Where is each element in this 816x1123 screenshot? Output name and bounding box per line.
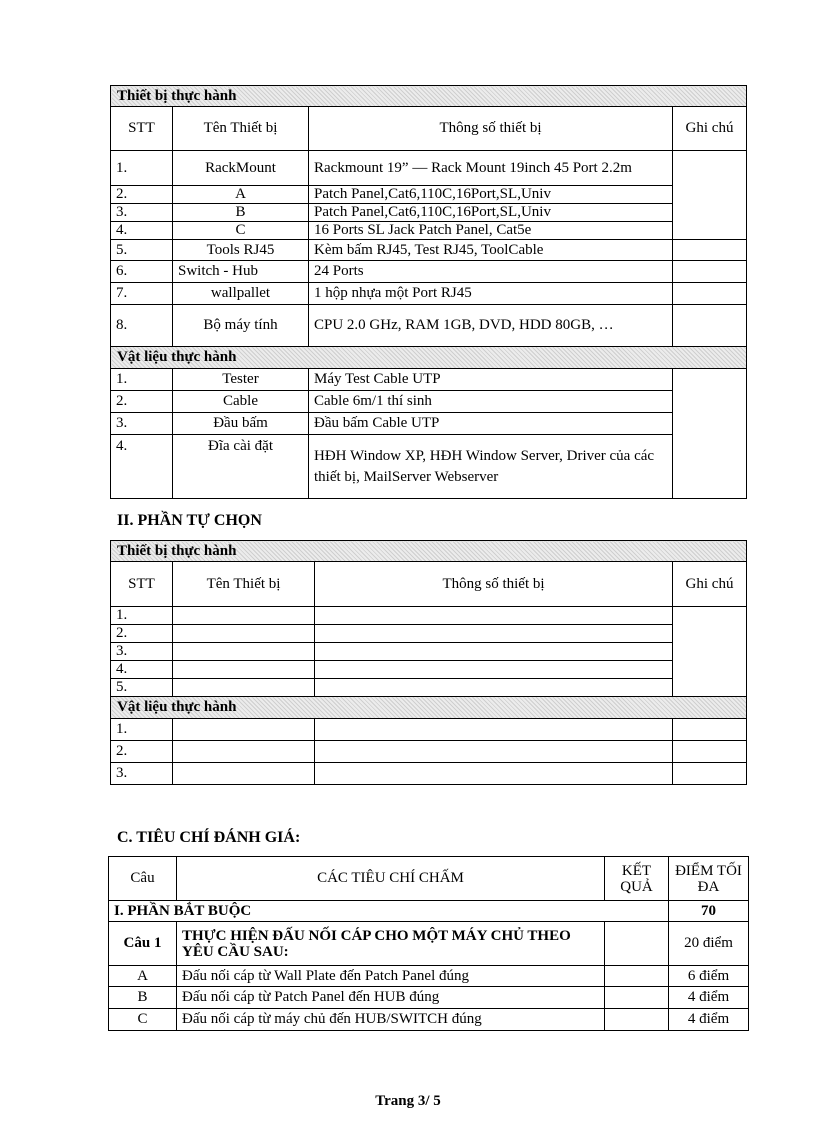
row-stt: 5. (111, 679, 173, 697)
col-spec-header: Thông số thiết bị (315, 562, 673, 607)
table-row (111, 661, 747, 679)
item-points: 4 điểm (669, 987, 749, 1009)
row-name: Bộ máy tính (173, 305, 309, 347)
row-spec: Rackmount 19” — Rack Mount 19inch 45 Port 2.2m (309, 151, 673, 186)
col-result-header: KẾT QUẢ (605, 857, 669, 901)
row-name: RackMount (173, 151, 309, 186)
row-name: Switch - Hub (173, 261, 309, 283)
row-note (673, 369, 747, 499)
col-cau-header: Câu (109, 857, 177, 901)
row-stt: 8. (111, 305, 173, 347)
table-row (111, 413, 747, 435)
row-stt: 3. (111, 204, 173, 222)
row-stt: 1. (111, 151, 173, 186)
part-points: 70 (669, 901, 749, 922)
equipment-section-header: Thiết bị thực hành (111, 86, 747, 107)
row-spec: 1 hộp nhựa một Port RJ45 (309, 283, 673, 305)
equipment-section-header: Thiết bị thực hành (111, 541, 747, 562)
row-spec: Đầu bấm Cable UTP (309, 413, 673, 435)
row-spec: Patch Panel,Cat6,110C,16Port,SL,Univ (309, 186, 673, 204)
row-name: A (173, 186, 309, 204)
table-row (111, 391, 747, 413)
row-note (673, 240, 747, 261)
question-result (605, 922, 669, 966)
row-note (673, 261, 747, 283)
part-label: I. PHẦN BẮT BUỘC (109, 901, 669, 922)
row-name: Cable (173, 391, 309, 413)
row-stt: 1. (111, 719, 173, 741)
col-max-header: ĐIỂM TỐI ĐA (669, 857, 749, 901)
table-row (111, 204, 747, 222)
row-name: Đĩa cài đặt (173, 435, 309, 499)
row-note (673, 283, 747, 305)
materials-section-header: Vật liệu thực hành (111, 347, 747, 369)
section-title-criteria: C. TIÊU CHÍ ĐÁNH GIÁ: (117, 829, 301, 846)
col-spec-header: Thông số thiết bị (309, 107, 673, 151)
item-text: Đấu nối cáp từ Patch Panel đến HUB đúng (177, 987, 605, 1009)
table-row (111, 261, 747, 283)
question-label: Câu 1 (109, 922, 177, 966)
col-stt-header: STT (111, 107, 173, 151)
table-row (111, 435, 747, 499)
row-stt: 4. (111, 661, 173, 679)
table-row (111, 679, 747, 697)
materials-section-header: Vật liệu thực hành (111, 697, 747, 719)
row-stt: 5. (111, 240, 173, 261)
table-row (111, 222, 747, 240)
item-id: B (109, 987, 177, 1009)
page-number: Trang 3/ 5 (375, 1093, 441, 1109)
row-note (673, 607, 747, 697)
table-row (111, 369, 747, 391)
table-row (111, 283, 747, 305)
col-name-header: Tên Thiết bị (173, 562, 315, 607)
row-stt: 4. (111, 222, 173, 240)
row-stt: 2. (111, 625, 173, 643)
row-spec: Patch Panel,Cat6,110C,16Port,SL,Univ (309, 204, 673, 222)
question-points: 20 điểm (669, 922, 749, 966)
row-stt: 1. (111, 369, 173, 391)
row-stt: 2. (111, 186, 173, 204)
row-name: Đầu bấm (173, 413, 309, 435)
row-stt: 3. (111, 763, 173, 785)
row-spec: CPU 2.0 GHz, RAM 1GB, DVD, HDD 80GB, … (309, 305, 673, 347)
item-id: A (109, 966, 177, 987)
table-row (111, 240, 747, 261)
item-text: Đấu nối cáp từ Wall Plate đến Patch Panel đúng (177, 966, 605, 987)
row-stt: 6. (111, 261, 173, 283)
row-spec: HĐH Window XP, HĐH Window Server, Driver của các thiết bị, MailServer Webserver (309, 435, 673, 499)
col-name-header: Tên Thiết bị (173, 107, 309, 151)
item-id: C (109, 1009, 177, 1031)
table-row (109, 966, 749, 987)
table-row (109, 987, 749, 1009)
equipment-table-required (110, 85, 747, 499)
row-name: Tester (173, 369, 309, 391)
table-row (111, 763, 747, 785)
row-stt: 3. (111, 413, 173, 435)
row-spec: 16 Ports SL Jack Patch Panel, Cat5e (309, 222, 673, 240)
col-note-header: Ghi chú (673, 107, 747, 151)
section-title-optional: II. PHẦN TỰ CHỌN (117, 512, 262, 529)
row-name: C (173, 222, 309, 240)
item-points: 4 điểm (669, 1009, 749, 1031)
equipment-table-optional (110, 540, 747, 785)
table-row (111, 607, 747, 625)
row-spec: Máy Test Cable UTP (309, 369, 673, 391)
row-name: Tools RJ45 (173, 240, 309, 261)
row-spec: Kèm bấm RJ45, Test RJ45, ToolCable (309, 240, 673, 261)
criteria-table (108, 856, 749, 1031)
row-stt: 1. (111, 607, 173, 625)
table-row (111, 186, 747, 204)
row-spec: Cable 6m/1 thí sinh (309, 391, 673, 413)
table-row (111, 741, 747, 763)
col-stt-header: STT (111, 562, 173, 607)
table-row (111, 719, 747, 741)
table-row (111, 305, 747, 347)
item-text: Đấu nối cáp từ máy chủ đến HUB/SWITCH đúng (177, 1009, 605, 1031)
table-row (111, 625, 747, 643)
col-note-header: Ghi chú (673, 562, 747, 607)
row-stt: 3. (111, 643, 173, 661)
row-stt: 2. (111, 391, 173, 413)
table-row (109, 1009, 749, 1031)
col-criteria-header: CÁC TIÊU CHÍ CHẤM (177, 857, 605, 901)
row-note (673, 305, 747, 347)
question-text: THỰC HIỆN ĐẤU NỐI CÁP CHO MỘT MÁY CHỦ THEO YÊU CẦU SAU: (177, 922, 605, 966)
row-stt: 7. (111, 283, 173, 305)
row-name: wallpallet (173, 283, 309, 305)
row-spec: 24 Ports (309, 261, 673, 283)
table-row (111, 643, 747, 661)
row-stt: 4. (111, 435, 173, 499)
row-stt: 2. (111, 741, 173, 763)
item-points: 6 điểm (669, 966, 749, 987)
row-note (673, 151, 747, 240)
table-row (111, 151, 747, 186)
row-name: B (173, 204, 309, 222)
